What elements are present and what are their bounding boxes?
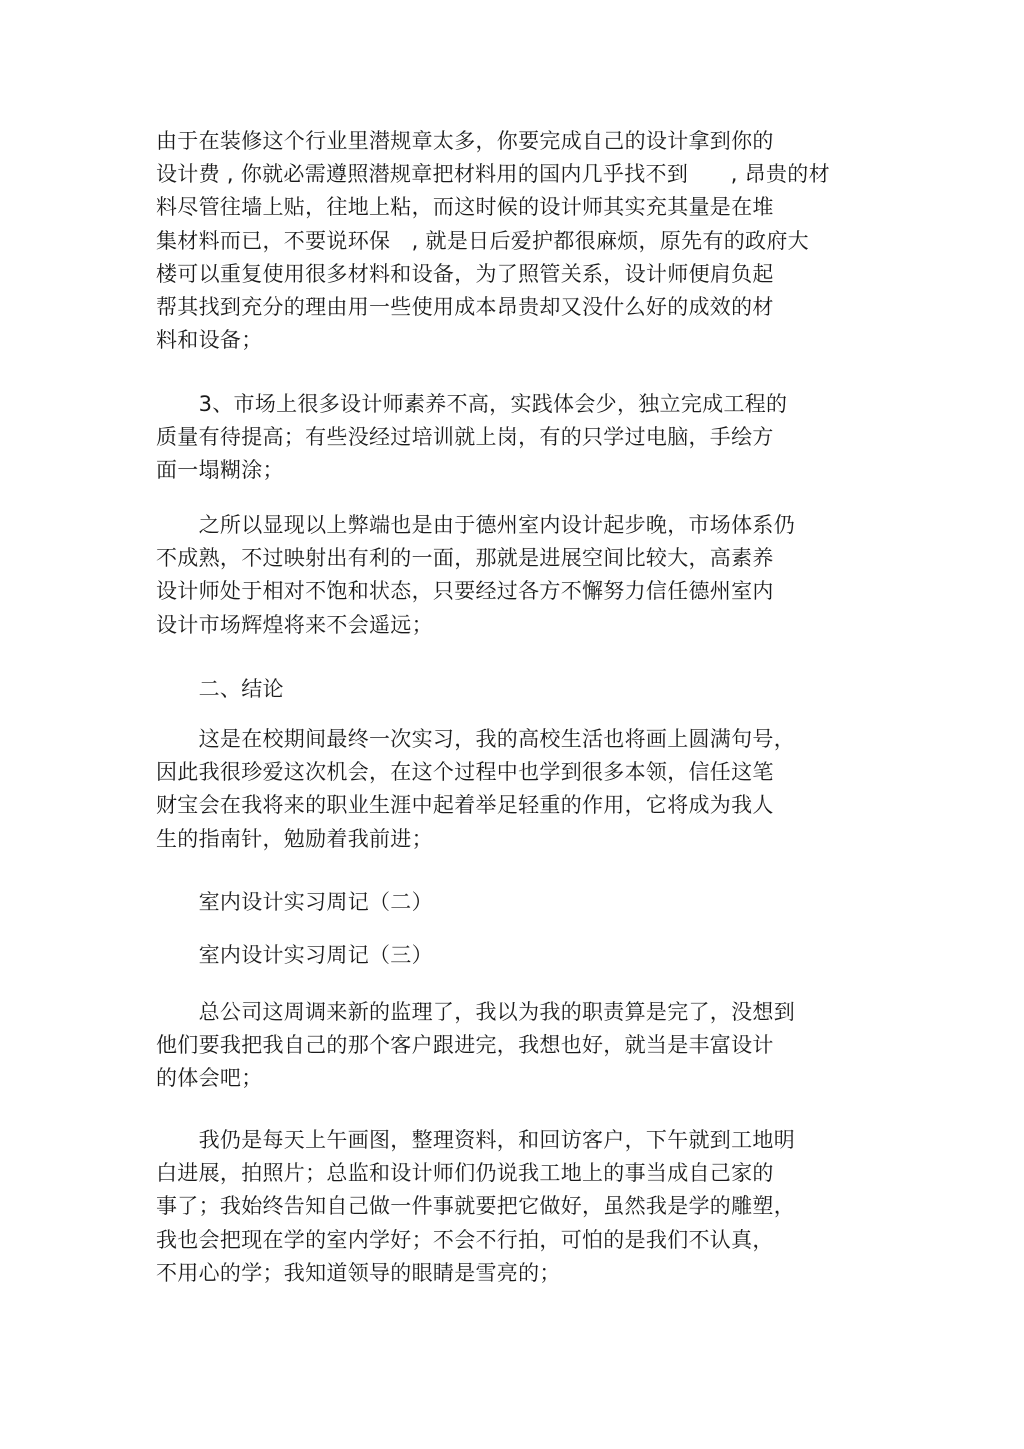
text-line: 3、市场上很多设计师素养不高，实践体会少，独立完成工程的 xyxy=(156,392,788,416)
text-line: 不成熟，不过映射出有利的一面，那就是进展空间比较大，高素养 xyxy=(156,546,774,571)
paragraph-design-fees xyxy=(156,125,830,357)
text-line: 设计师处于相对不饱和状态，只要经过各方不懈努力信任德州室内 xyxy=(156,579,774,604)
text-line: 设计费 , 你就必需遵照潜规章把材料用的国内几乎找不到 , 昂贵的材 xyxy=(156,162,830,187)
heading-text: 室内设计实习周记（二） xyxy=(156,890,433,914)
text-line: 的体会吧； xyxy=(156,1066,263,1091)
text-line: 总公司这周调来新的监理了，我以为我的职责算是完了，没想到 xyxy=(156,1000,795,1024)
text-line: 这是在校期间最终一次实习，我的高校生活也将画上圆满句号， xyxy=(156,727,795,751)
text-line: 生的指南针，勉励着我前进； xyxy=(156,826,433,851)
paragraph-point-3 xyxy=(156,388,787,488)
section-heading-conclusion xyxy=(156,673,284,706)
section-heading-journal-2 xyxy=(156,886,433,919)
text-line: 楼可以重复使用很多材料和设备，为了照管关系，设计师便肩负起 xyxy=(156,261,774,286)
heading-text: 二、结论 xyxy=(156,677,284,701)
section-heading-journal-3 xyxy=(156,939,433,972)
text-line: 他们要我把我自己的那个客户跟进完，我想也好，就当是丰富设计 xyxy=(156,1033,774,1058)
paragraph-conclusion xyxy=(156,723,795,856)
text-line: 设计市场辉煌将来不会遥远； xyxy=(156,612,433,637)
text-line: 事了；我始终告知自己做一件事就要把它做好，虽然我是学的雕塑， xyxy=(156,1194,795,1219)
text-line: 财宝会在我将来的职业生涯中起着举足轻重的作用，它将成为我人 xyxy=(156,793,774,818)
text-line: 由于在装修这个行业里潜规章太多，你要完成自己的设计拿到你的 xyxy=(156,129,774,153)
text-line: 帮其找到充分的理由用一些使用成本昂贵却又没什么好的成效的材 xyxy=(156,295,774,320)
text-line: 料和设备； xyxy=(156,328,263,353)
text-line: 质量有待提高；有些没经过培训就上岗，有的只学过电脑，手绘方 xyxy=(156,425,774,450)
text-line: 集材料而已，不要说环保 , 就是日后爱护都很麻烦，原先有的政府大 xyxy=(156,228,809,253)
text-line: 不用心的学；我知道领导的眼睛是雪亮的； xyxy=(156,1260,561,1285)
text-line: 料尽管往墙上贴，往地上粘，而这时候的设计师其实充其量是在堆 xyxy=(156,195,774,220)
text-line: 面一塌糊涂； xyxy=(156,458,284,483)
text-line: 我也会把现在学的室内学好；不会不行拍，可怕的是我们不认真， xyxy=(156,1227,774,1252)
heading-text: 室内设计实习周记（三） xyxy=(156,943,433,967)
paragraph-market-outlook xyxy=(156,509,795,642)
paragraph-daily-work xyxy=(156,1124,795,1290)
text-line: 我仍是每天上午画图，整理资料，和回访客户，下午就到工地明 xyxy=(156,1128,795,1152)
text-line: 之所以显现以上弊端也是由于德州室内设计起步晚，市场体系仍 xyxy=(156,513,795,537)
text-line: 白进展，拍照片；总监和设计师们仍说我工地上的事当成自己家的 xyxy=(156,1161,774,1186)
text-line: 因此我很珍爱这次机会，在这个过程中也学到很多本领，信任这笔 xyxy=(156,760,774,785)
paragraph-new-supervisor xyxy=(156,996,795,1096)
